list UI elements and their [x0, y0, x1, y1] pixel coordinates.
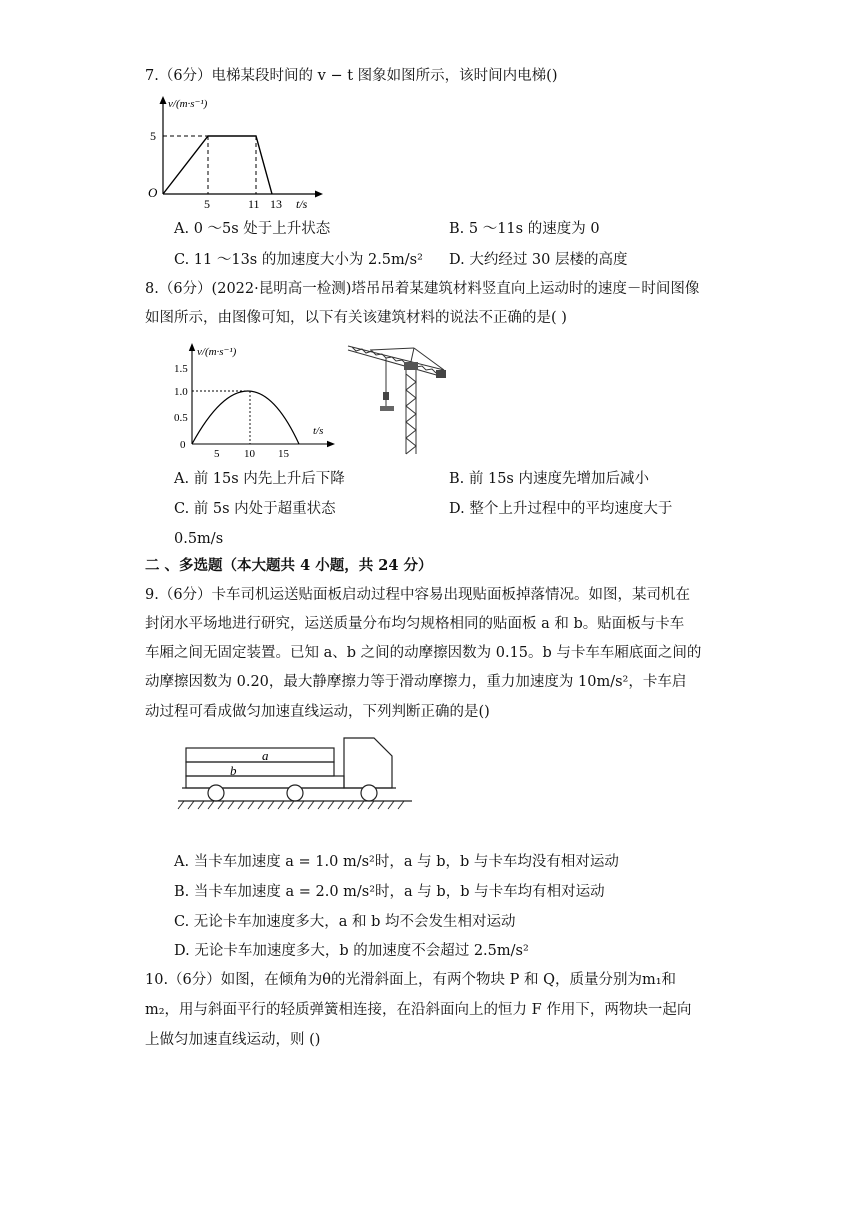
q8-velocity-curve	[192, 391, 299, 444]
q7-y-arrow	[160, 96, 167, 104]
q7-option-d: D. 大约经过 30 层楼的高度	[449, 252, 628, 268]
q7-ytick-5: 5	[150, 129, 156, 143]
q7-option-c: C. 11 ～13s 的加速度大小为 2.5m/s²	[174, 252, 423, 268]
q8-ytick-0.5: 0.5	[174, 412, 188, 424]
q7-stem: 7.（6分）电梯某段时间的 v − t 图象如图所示，该时间内电梯()	[145, 68, 558, 84]
q9-stem-line5: 动过程可看成做匀加速直线运动，下列判断正确的是()	[145, 704, 490, 720]
q8-option-a: A. 前 15s 内先上升后下降	[174, 471, 345, 487]
tower-crane-image	[340, 336, 455, 456]
q8-stem-line1: 8.（6分）(2022·昆明高一检测)塔吊吊着某建筑材料竖直向上运动时的速度－时间图像	[145, 281, 700, 297]
q10-stem-line3: 上做匀加速直线运动，则 ()	[145, 1032, 321, 1048]
q8-option-d: D. 整个上升过程中的平均速度大于	[449, 501, 673, 517]
q9-option-c: C. 无论卡车加速度多大，a 和 b 均不会发生相对运动	[174, 914, 516, 930]
q8-xtick-10: 10	[244, 448, 255, 460]
q8-vt-chart	[172, 340, 342, 460]
q7-xlabel: t/s	[296, 197, 308, 211]
board-a-label: a	[262, 748, 269, 763]
q9-stem-line1: 9.（6分）卡车司机运送贴面板启动过程中容易出现贴面板掉落情况。如图，某司机在	[145, 587, 691, 603]
q9-option-b: B. 当卡车加速度 a = 2.0 m/s²时，a 与 b，b 与卡车均有相对运动	[174, 884, 605, 900]
q7-origin: O	[148, 185, 158, 200]
q10-stem-line1: 10.（6分）如图，在倾角为θ的光滑斜面上，有两个物块 P 和 Q，质量分别为m₁和	[145, 972, 677, 988]
q9-stem-line4: 动摩擦因数为 0.20，最大静摩擦力等于滑动摩擦力，重力加速度为 10m/s²，卡车启	[145, 674, 687, 690]
q8-ytick-1.0: 1.0	[174, 386, 188, 398]
q7-xtick-11: 11	[248, 197, 260, 211]
q8-ytick-0: 0	[180, 439, 186, 451]
truck-wheel	[361, 785, 377, 801]
section-2-heading: 二 、多选题（本大题共 4 小题，共 24 分）	[145, 557, 433, 574]
truck-diagram	[176, 734, 416, 816]
q8-option-d-continued: 0.5m/s	[174, 531, 224, 547]
q10-stem-line2: m₂，用与斜面平行的轻质弹簧相连接，在沿斜面向上的恒力 F 作用下，两物块一起向	[145, 1002, 692, 1018]
q8-xlabel: t/s	[313, 425, 324, 437]
q7-ylabel: v/(m·s⁻¹)	[168, 98, 208, 110]
truck-wheel	[208, 785, 224, 801]
q7-xtick-5: 5	[204, 197, 210, 211]
q7-x-arrow	[315, 191, 323, 198]
q8-option-b: B. 前 15s 内速度先增加后减小	[449, 471, 649, 487]
q8-xtick-15: 15	[278, 448, 289, 460]
q7-vt-chart	[140, 94, 330, 214]
q8-xtick-5: 5	[214, 448, 220, 460]
q8-ylabel: v/(m·s⁻¹)	[197, 346, 237, 358]
q9-stem-line3: 车厢之间无固定装置。已知 a、b 之间的动摩擦因数为 0.15。b 与卡车车厢底面之间的	[145, 645, 702, 661]
q8-stem-line2: 如图所示，由图像可知，以下有关该建筑材料的说法不正确的是( )	[145, 310, 567, 326]
q9-option-a: A. 当卡车加速度 a = 1.0 m/s²时，a 与 b，b 与卡车均没有相对运动	[174, 854, 619, 870]
q8-option-c: C. 前 5s 内处于超重状态	[174, 501, 336, 517]
q7-xtick-13: 13	[270, 197, 282, 211]
truck-wheel	[287, 785, 303, 801]
q9-option-d: D. 无论卡车加速度多大，b 的加速度不会超过 2.5m/s²	[174, 943, 529, 959]
q7-option-a: A. 0 ～5s 处于上升状态	[174, 221, 331, 237]
q9-stem-line2: 封闭水平场地进行研究，运送质量分布均匀规格相同的贴面板 a 和 b。贴面板与卡车	[145, 616, 685, 632]
q7-option-b: B. 5 ～11s 的速度为 0	[449, 221, 600, 237]
q8-ytick-1.5: 1.5	[174, 363, 188, 375]
board-b-label: b	[230, 763, 237, 778]
